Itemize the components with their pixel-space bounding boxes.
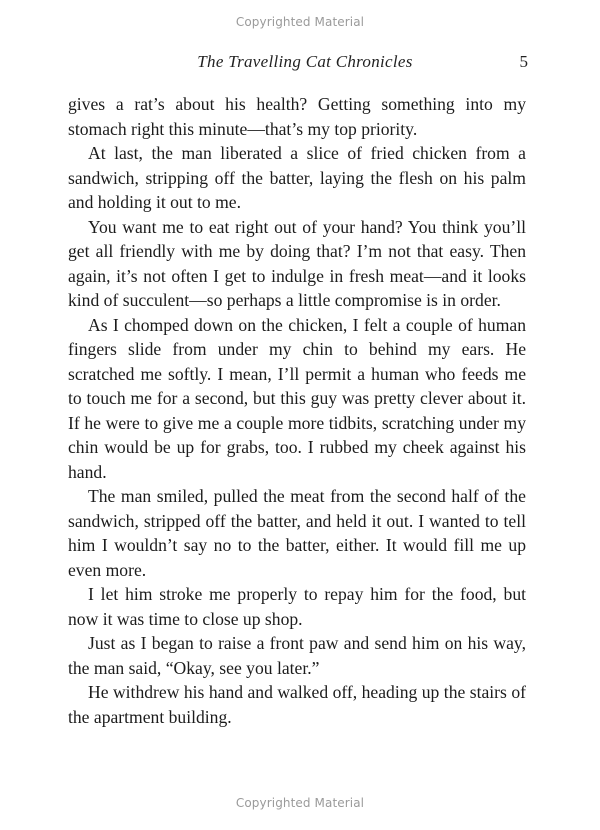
page-number: 5 [519, 52, 528, 71]
running-header [0, 52, 600, 76]
paragraph: You want me to eat right out of your hand? You think you’ll get all friendly with me by doing that? I’m not that easy. Then again, it’s not often I get to indulge in fresh meat—and it looks kind of succulent—so perhaps a little compromise is in order. [68, 216, 526, 310]
paragraph: The man smiled, pulled the meat from the second half of the sandwich, stripped off the batter, and held it out. I wanted to tell him I wouldn’t say no to the batter, either. It would fill me up even more. [68, 486, 526, 580]
paragraph: I let him stroke me properly to repay him for the food, but now it was time to close up shop. [68, 584, 526, 629]
paragraph: As I chomped down on the chicken, I felt a couple of human fingers slide from under my chin to behind my ears. He scratched me softly. I mean, I’ll permit a human who feeds me to touch me for a second, but this guy was pretty clever about it. If he were to give me a couple more tidbits, scratching under my chin would be up for grabs, too. I rubbed my cheek against his hand. [68, 314, 526, 482]
paragraph: He withdrew his hand and walked off, heading up the stairs of the apartment building. [68, 682, 526, 727]
paragraph: Just as I began to raise a front paw and send him on his way, the man said, “Okay, see you later.” [68, 633, 526, 678]
running-title: The Travelling Cat Chronicles [197, 52, 413, 71]
paragraph: At last, the man liberated a slice of fried chicken from a sandwich, stripping off the batter, laying the flesh on his palm and holding it out to me. [68, 143, 526, 212]
paragraph: gives a rat’s about his health? Getting something into my stomach right this minute—that’s my top priority. [68, 94, 526, 139]
copyright-watermark-bottom: Copyrighted Material [235, 796, 365, 810]
body-text [68, 92, 526, 729]
copyright-watermark-top: Copyrighted Material [235, 15, 365, 29]
